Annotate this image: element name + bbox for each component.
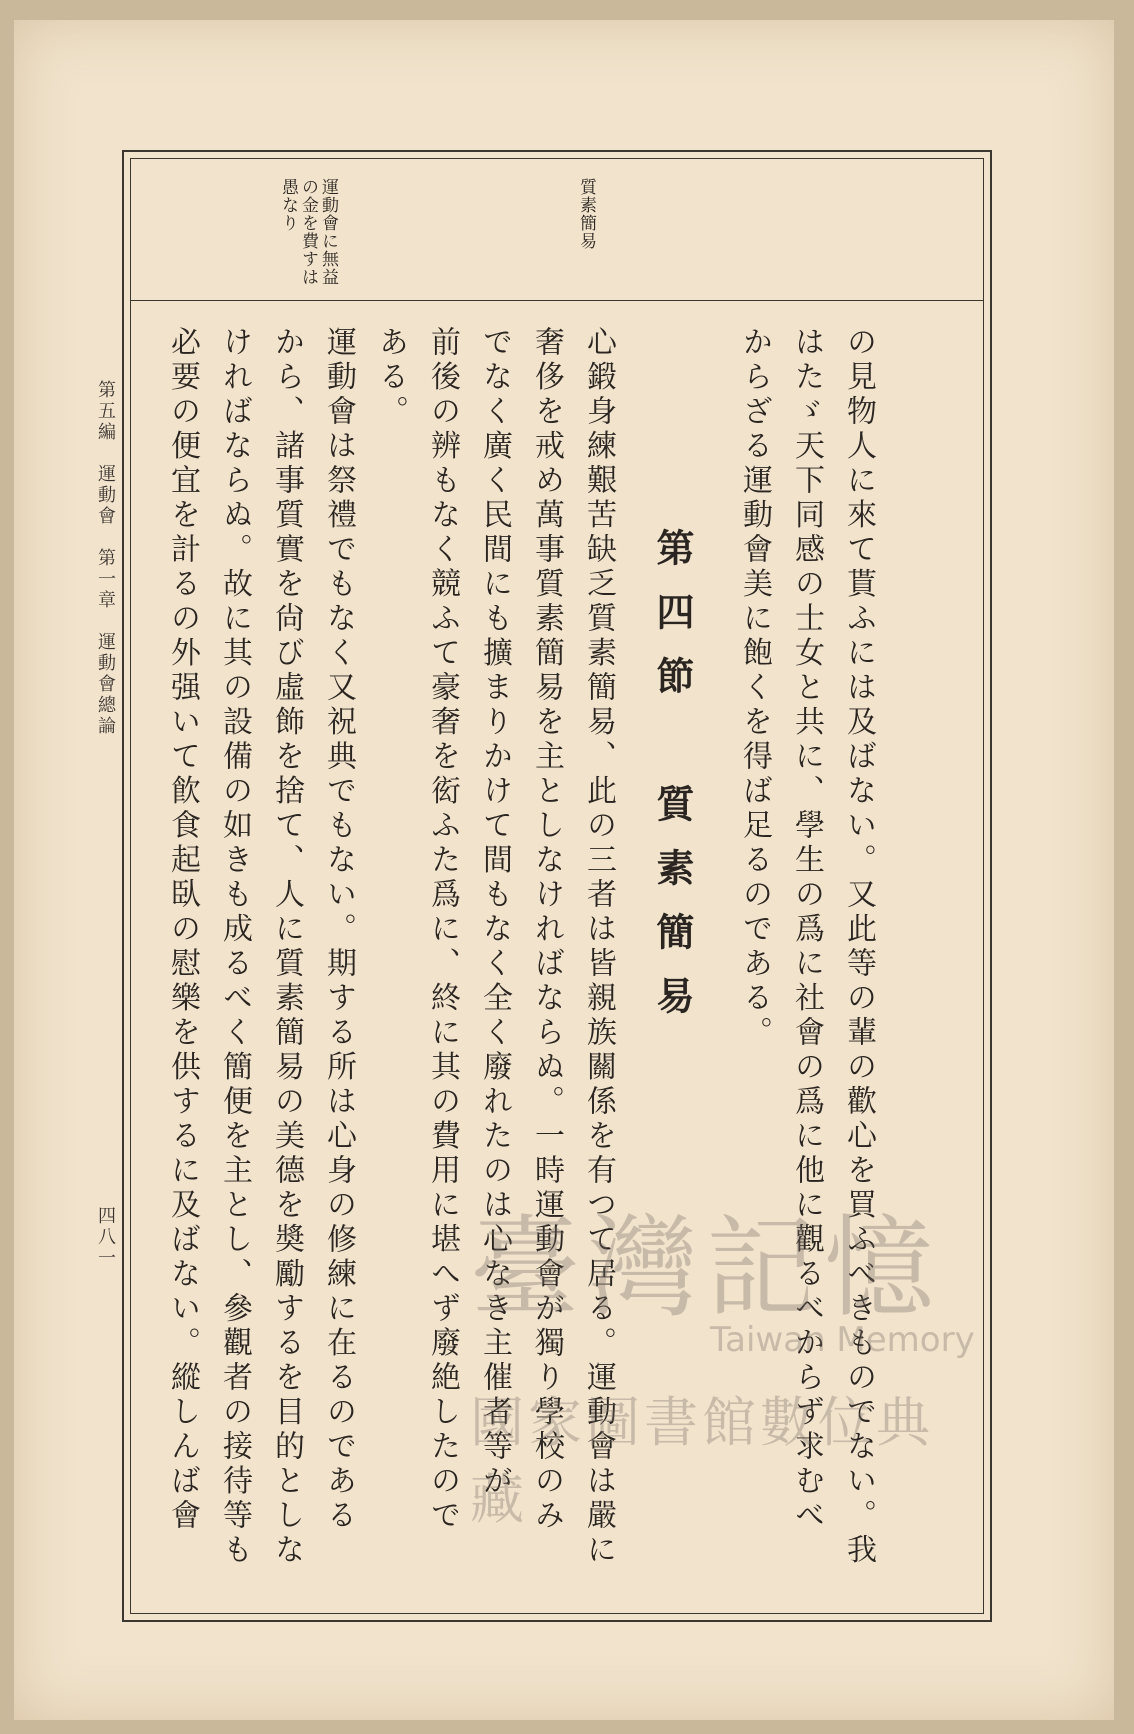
body-column: 奢侈を戒め萬事質素簡易を主としなければならぬ。一時運動會が獨り學校のみ [529, 326, 564, 1534]
body-column: ある。 [373, 326, 408, 430]
body-column: からざる運動會美に飽くを得ば足るのである。 [737, 326, 772, 1051]
watermark [470, 1180, 990, 1531]
watermark-english: Taiwan Memory [710, 1320, 975, 1360]
body-column: 必要の便宜を計るの外强いて飮食起臥の慰樂を供するに及ばない。縱しんば會 [165, 326, 200, 1534]
margin-note-line: 運動會に無益 [318, 178, 338, 286]
body-column: の見物人に來て貰ふには及ばない。又此等の輩の歡心を買ふべきものでない。我 [841, 326, 876, 1568]
body-column: はたゞ天下同感の士女と共に、學生の爲に社會の爲に他に觀るべからず求むべ [789, 326, 824, 1534]
margin-note-rule [130, 300, 984, 301]
body-column: から、諸事質實を尙び虛飾を捨て、人に質素簡易の美德を奬勵するを目的としな [269, 326, 304, 1568]
margin-note-wasteful-spending [278, 178, 338, 298]
body-column: でなく廣く民間にも擴まりかけて間もなく全く廢れたのは心なき主催者等が [477, 326, 512, 1499]
running-head: 第五編 運動會 第一章 運動會總論 [95, 380, 116, 737]
page-number: 四八一 [95, 1206, 116, 1269]
body-column: ければならぬ。故に其の設備の如きも成るべく簡便を主とし、參觀者の接待等も [217, 326, 252, 1568]
body-column: 前後の辨もなく競ふて豪奢を衒ふた爲に、終に其の費用に堪へず廢絶したので [425, 326, 460, 1534]
body-column: 運動會は祭禮でもなく又祝典でもない。期する所は心身の修練に在るのである [321, 326, 356, 1534]
watermark-library: 國家圖書館數位典藏 [470, 1391, 934, 1531]
margin-note-line: 愚なり [278, 178, 298, 232]
watermark-chinese: 臺灣記憶 [470, 1204, 942, 1332]
section-heading: 第四節 質素簡易 [650, 528, 695, 1040]
margin-note-simplicity: 質素簡易 [576, 178, 596, 250]
body-column: 心鍛身練艱苦缺乏質素簡易、此の三者は皆親族關係を有つて居る。運動會は嚴に [581, 326, 616, 1568]
margin-note-line: の金を費すは [298, 178, 318, 286]
